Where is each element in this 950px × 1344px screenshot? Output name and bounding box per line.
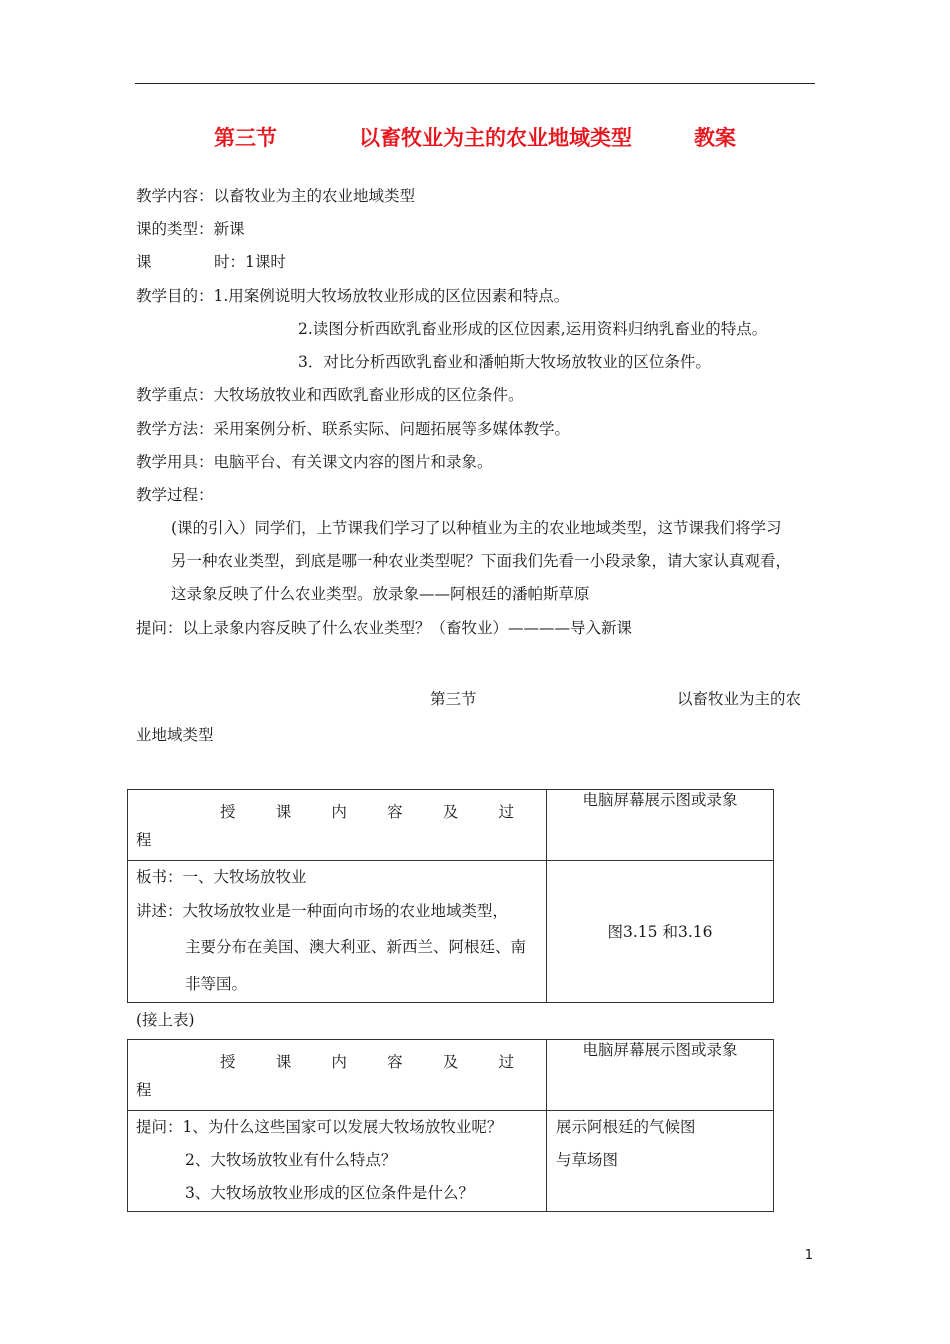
media-line-1: 展示阿根廷的气候图 <box>556 1118 696 1136</box>
goal-1: 1.用案例说明大牧场放牧业形成的区位因素和特点。 <box>213 287 570 305</box>
goals-label: 教学目的： <box>136 287 214 305</box>
header-char: 课 <box>275 1053 292 1071</box>
header-left-cell <box>128 790 547 861</box>
intro-line-1: (课的引入）同学们，上节课我们学习了以种植业为主的农业地域类型，这节课我们将学习 <box>171 519 782 537</box>
header-left-cell <box>128 1040 547 1111</box>
header-char: 授 <box>220 803 236 821</box>
header-rule <box>135 83 815 84</box>
subheading-title-part2: 业地域类型 <box>136 726 214 744</box>
tools-label: 教学用具： <box>136 453 214 471</box>
table-row <box>128 1111 774 1212</box>
header-tail: 程 <box>136 1081 152 1099</box>
type-line <box>136 219 245 239</box>
header-tail: 程 <box>136 831 152 849</box>
question-3: 3、大牧场放牧业形成的区位条件是什么？ <box>185 1184 474 1202</box>
goal-2: 2.读图分析西欧乳畜业形成的区位因素,运用资料归纳乳畜业的特点。 <box>298 320 768 338</box>
type-value: 新课 <box>213 220 245 238</box>
header-char: 过 <box>498 1053 514 1071</box>
lesson-table-1 <box>127 789 774 1003</box>
header-right-cell: 电脑屏幕展示图或录象 <box>547 1040 774 1111</box>
media-line-2: 与草场图 <box>556 1151 619 1169</box>
title-main: 以畜牧业为主的农业地域类型 <box>359 126 632 150</box>
table-header-row <box>128 1040 774 1111</box>
process-label: 教学过程： <box>136 486 214 504</box>
figure-reference: 图3.15 和3.16 <box>607 922 713 941</box>
header-char: 过 <box>498 803 514 821</box>
subheading-title-part1: 以畜牧业为主的农 <box>677 690 802 708</box>
focus-value: 大牧场放牧业和西欧乳畜业形成的区位条件。 <box>213 386 524 404</box>
lesson-table-2 <box>127 1039 774 1212</box>
hours-label-2: 时： <box>214 253 246 271</box>
question-2: 2、大牧场放牧业有什么特点？ <box>185 1151 397 1169</box>
focus-label: 教学重点： <box>136 386 214 404</box>
hours-value: 1课时 <box>245 253 286 271</box>
header-char: 内 <box>331 803 347 821</box>
header-char: 容 <box>387 1053 403 1071</box>
focus-line <box>136 385 524 405</box>
content-value: 以畜牧业为主的农业地域类型 <box>213 187 416 205</box>
media-cell <box>547 861 774 1003</box>
content-line <box>136 186 415 206</box>
content-label: 教学内容： <box>136 187 214 205</box>
lecture-line-3: 非等国。 <box>185 975 248 993</box>
media-cell <box>547 1111 774 1212</box>
continued-note: (接上表) <box>136 1011 195 1029</box>
header-char: 内 <box>331 1053 347 1071</box>
method-value: 采用案例分析、联系实际、问题拓展等多媒体教学。 <box>213 420 571 438</box>
table-row <box>128 861 774 1003</box>
goal-3: 3．对比分析西欧乳畜业和潘帕斯大牧场放牧业的区位条件。 <box>298 353 711 371</box>
goals-line-1 <box>136 286 569 306</box>
question-1: 提问：1、为什么这些国家可以发展大牧场放牧业呢？ <box>136 1118 503 1136</box>
content-cell <box>128 861 547 1003</box>
lecture-line-1: 讲述：大牧场放牧业是一种面向市场的农业地域类型， <box>136 902 509 920</box>
table-header-row <box>128 790 774 861</box>
page-number: 1 <box>804 1248 813 1263</box>
intro-question: 提问：以上录象内容反映了什么农业类型？（畜牧业）————导入新课 <box>136 619 633 637</box>
tools-value: 电脑平台、有关课文内容的图片和录象。 <box>213 453 493 471</box>
tools-line <box>136 452 493 472</box>
intro-line-2: 另一种农业类型，到底是哪一种农业类型呢？下面我们先看一小段录象，请大家认真观看， <box>171 552 792 570</box>
header-right-cell: 电脑屏幕展示图或录象 <box>547 790 774 861</box>
header-char: 及 <box>442 803 459 821</box>
header-char: 课 <box>275 803 292 821</box>
type-label: 课的类型： <box>136 220 214 238</box>
header-char: 容 <box>387 803 403 821</box>
header-char: 及 <box>442 1053 459 1071</box>
subheading-section: 第三节 <box>430 690 477 708</box>
hours-line <box>214 252 286 272</box>
method-line <box>136 419 570 439</box>
header-char: 授 <box>220 1053 236 1071</box>
title-suffix: 教案 <box>694 126 736 150</box>
title-section: 第三节 <box>214 126 277 150</box>
hours-label-1: 课 <box>136 253 152 271</box>
method-label: 教学方法： <box>136 420 214 438</box>
lecture-line-2: 主要分布在美国、澳大利亚、新西兰、阿根廷、南 <box>185 938 527 956</box>
board-text: 板书：一、大牧场放牧业 <box>136 868 307 886</box>
intro-line-3: 这录象反映了什么农业类型。放录象——阿根廷的潘帕斯草原 <box>171 585 590 603</box>
content-cell <box>128 1111 547 1212</box>
